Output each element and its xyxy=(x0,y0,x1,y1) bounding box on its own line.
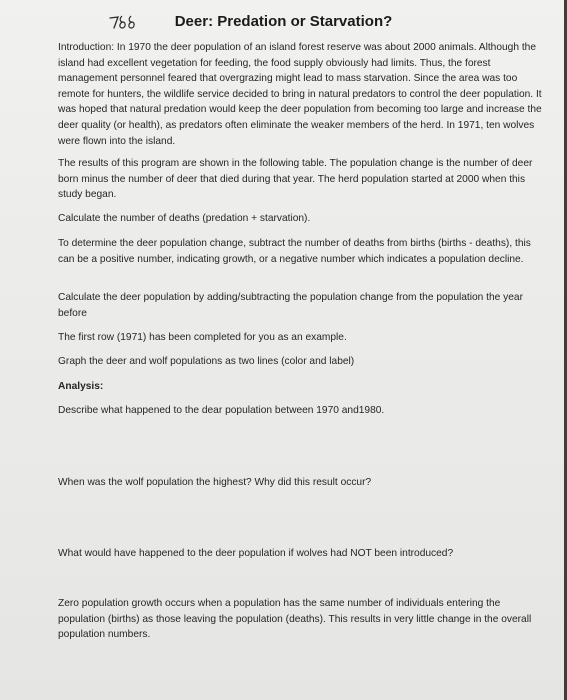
calc-population-instruction: Calculate the deer population by adding/subtracting the population change from the population the year before xyxy=(58,292,523,319)
zero-growth-paragraph: Zero population growth occurs when a population has the same number of individuals entering the population (births) as those leaving the population (deaths). This results in very little change in the overall population numbers. xyxy=(58,598,532,641)
page-title: Deer: Predation or Starvation? xyxy=(174,13,393,30)
intro-paragraph: Introduction: In 1970 the deer population of an island forest reserve was about 2000 animals. Although the island had excellent vegetation for feeding, the food supply obviously had limits. Thus, the forest management personnel feared that overgrazing might lead to mass starvation. Since the area was too remote for hunters, the wildlife service decided to bring in natural predators to control the deer population. It was hoped that natural predation would keep the deer population from becoming too large and increase the deer quality (or health), as predators often eliminate the weaker members of the herd. In 1971, ten wolves were flown into the island. xyxy=(58,42,542,147)
question-no-wolves: What would have happened to the deer population if wolves had NOT been introduced? xyxy=(58,548,454,559)
question-deer-population: Describe what happened to the dear population between 1970 and1980. xyxy=(58,405,385,416)
population-change-instruction: To determine the deer population change, subtract the number of deaths from births (births - deaths), this can be a positive number, indicating growth, or a negative number which indicates a population decline. xyxy=(58,238,531,265)
analysis-heading: Analysis: xyxy=(58,381,104,392)
results-paragraph: The results of this program are shown in the following table. The population change is the number of deer born minus the number of deer that died during that year. The herd population started at 2000 when this study began. xyxy=(58,158,533,201)
question-wolf-peak: When was the wolf population the highest? Why did this result occur? xyxy=(58,477,372,488)
graph-instruction: Graph the deer and wolf populations as two lines (color and label) xyxy=(58,356,355,367)
calc-deaths-instruction: Calculate the number of deaths (predation + starvation). xyxy=(58,213,311,224)
first-row-note: The first row (1971) has been completed for you as an example. xyxy=(58,332,347,343)
